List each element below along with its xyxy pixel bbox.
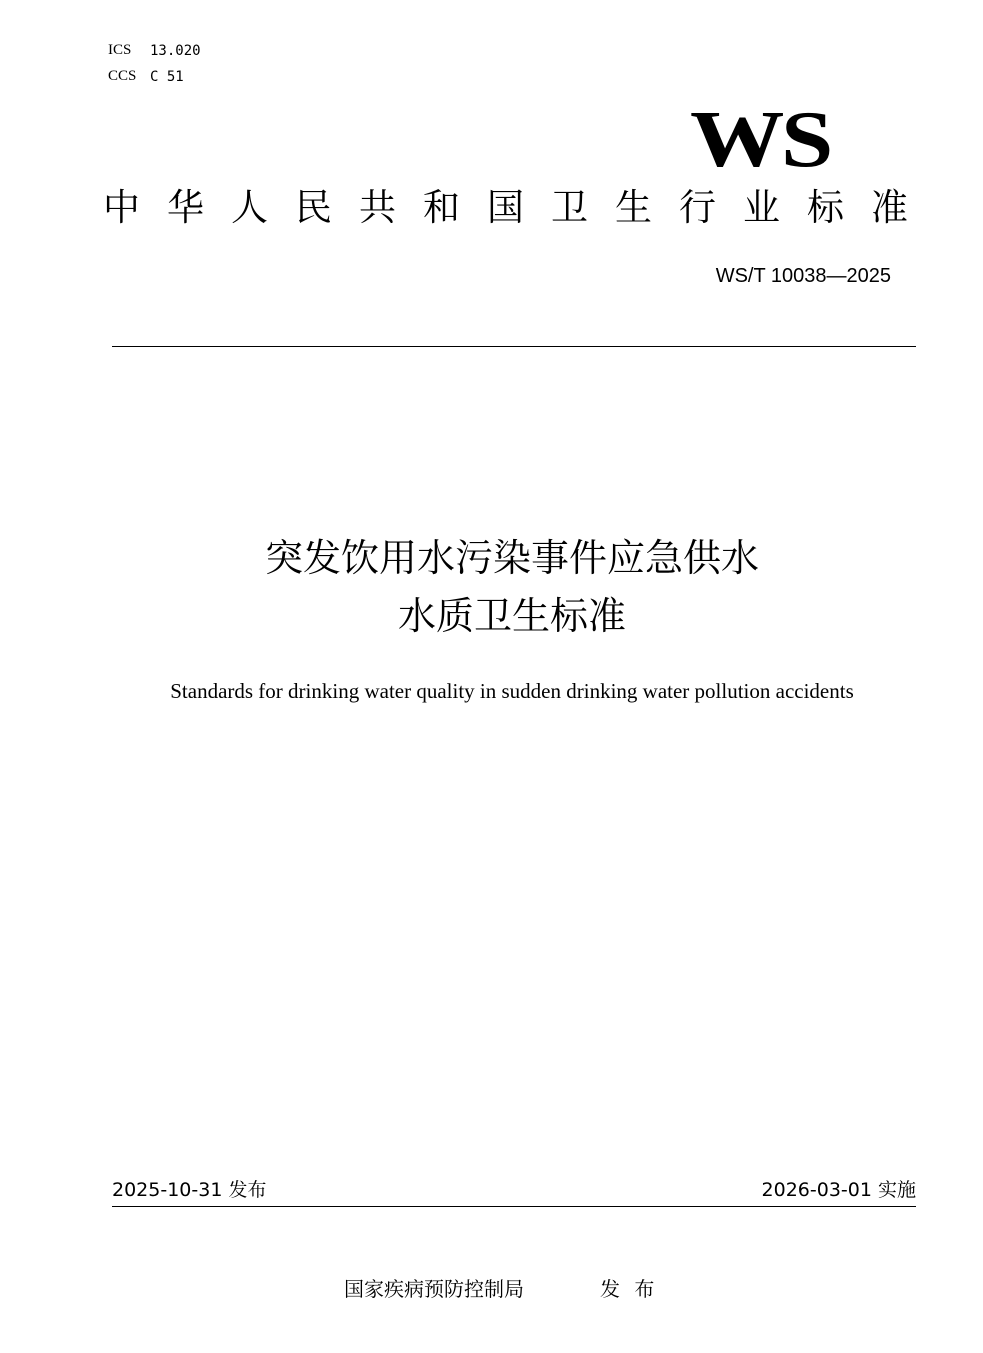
implement-date: 2026-03-01 实施 bbox=[761, 1179, 916, 1201]
header-divider bbox=[112, 346, 916, 347]
ics-label: ICS bbox=[108, 42, 132, 58]
ics-value: 13.020 bbox=[150, 43, 201, 59]
org-title-char: 人 bbox=[231, 186, 268, 229]
org-title-char: 标 bbox=[807, 186, 844, 229]
footer-divider bbox=[112, 1206, 916, 1207]
title-cn-line2: 水质卫生标准 bbox=[397, 594, 626, 638]
org-title-char: 国 bbox=[487, 186, 524, 229]
org-title-char: 准 bbox=[871, 186, 908, 229]
ccs-label: CCS bbox=[108, 68, 137, 84]
standard-number: WS/T 10038—2025 bbox=[715, 265, 891, 287]
issue-date: 2025-10-31 发布 bbox=[112, 1179, 267, 1201]
org-title-char: 卫 bbox=[551, 186, 588, 229]
org-title-char: 业 bbox=[743, 186, 780, 229]
org-title-char: 华 bbox=[167, 186, 204, 229]
ccs-value: C 51 bbox=[150, 69, 184, 85]
org-title-char: 和 bbox=[423, 186, 460, 229]
title-en: Standards for drinking water quality in sudden drinking water pollution accidents bbox=[170, 679, 854, 703]
org-title-char: 共 bbox=[359, 186, 396, 229]
org-title-char: 生 bbox=[615, 186, 652, 229]
title-cn-line1: 突发饮用水污染事件应急供水 bbox=[264, 536, 759, 580]
ws-logo: WS bbox=[690, 96, 830, 184]
org-title-char: 行 bbox=[679, 186, 716, 229]
organization-title bbox=[103, 186, 908, 230]
issue-word: 发 布 bbox=[600, 1277, 659, 1301]
issuer-name: 国家疾病预防控制局 bbox=[344, 1277, 524, 1301]
org-title-char: 中 bbox=[103, 186, 140, 229]
org-title-char: 民 bbox=[295, 186, 332, 229]
